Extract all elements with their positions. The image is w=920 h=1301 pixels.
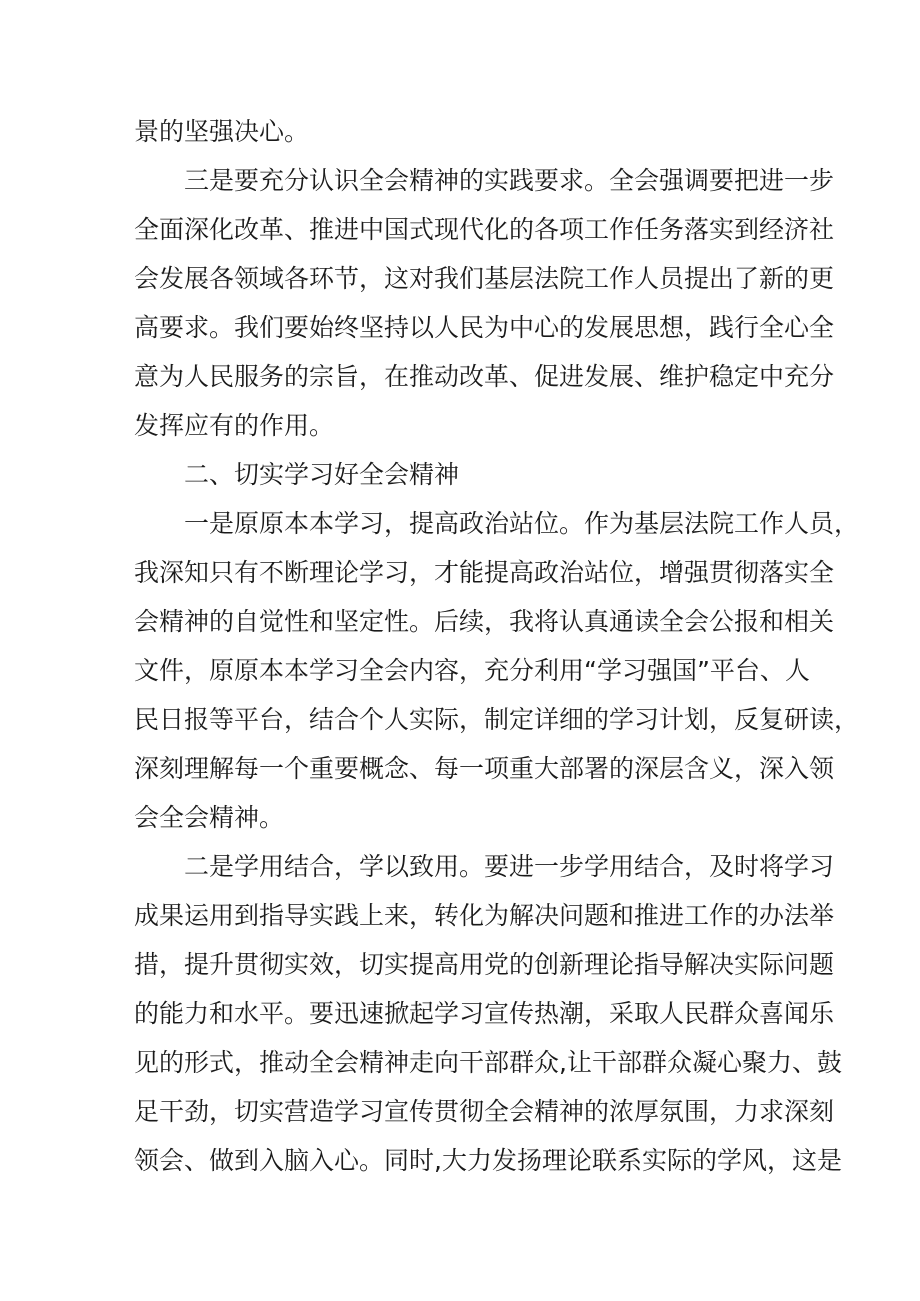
- text-line: 文件，原原本本学习全会内容，充分利用“学习强国”平台、人: [134, 656, 810, 685]
- text-line: 我深知只有不断理论学习，才能提高政治站位，增强贯彻落实全: [134, 558, 835, 587]
- paragraph-start-line: 二是学用结合，学以致用。要进一步学用结合，及时将学习: [184, 852, 835, 881]
- section-heading: 二、切实学习好全会精神: [184, 460, 460, 489]
- text-line: 足干劲，切实营造学习宣传贯彻全会精神的浓厚氛围，力求深刻: [134, 1097, 835, 1126]
- text-line: 会全会精神。: [134, 803, 285, 832]
- text-line: 的能力和水平。要迅速掀起学习宣传热潮，采取人民群众喜闻乐: [134, 999, 835, 1028]
- text-line: 意为人民服务的宗旨，在推动改革、促进发展、维护稳定中充分: [134, 362, 835, 391]
- text-line: 成果运用到指导实践上来，转化为解决问题和推进工作的办法举: [134, 901, 835, 930]
- text-line: 措，提升贯彻实效，切实提高用党的创新理论指导解决实际问题: [134, 950, 835, 979]
- text-line: 全面深化改革、推进中国式现代化的各项工作任务落实到经济社: [134, 215, 835, 244]
- text-line: 领会、做到入脑入心。同时,大力发扬理论联系实际的学风，这是: [134, 1146, 842, 1175]
- text-line: 景的坚强决心。: [134, 117, 310, 146]
- paragraph-start-line: 三是要充分认识全会精神的实践要求。全会强调要把进一步: [184, 166, 835, 195]
- text-line: 深刻理解每一个重要概念、每一项重大部署的深层含义，深入领: [134, 754, 835, 783]
- text-line: 民日报等平台，结合个人实际，制定详细的学习计划，反复研读，: [134, 705, 860, 734]
- text-line: 发挥应有的作用。: [134, 411, 335, 440]
- text-line: 会精神的自觉性和坚定性。后续，我将认真通读全会公报和相关: [134, 607, 835, 636]
- text-line: 会发展各领域各环节，这对我们基层法院工作人员提出了新的更: [134, 264, 835, 293]
- text-line: 高要求。我们要始终坚持以人民为中心的发展思想，践行全心全: [134, 313, 835, 342]
- paragraph-start-line: 一是原原本本学习，提高政治站位。作为基层法院工作人员，: [184, 509, 860, 538]
- text-line: 见的形式，推动全会精神走向干部群众,让干部群众凝心聚力、鼓: [134, 1048, 842, 1077]
